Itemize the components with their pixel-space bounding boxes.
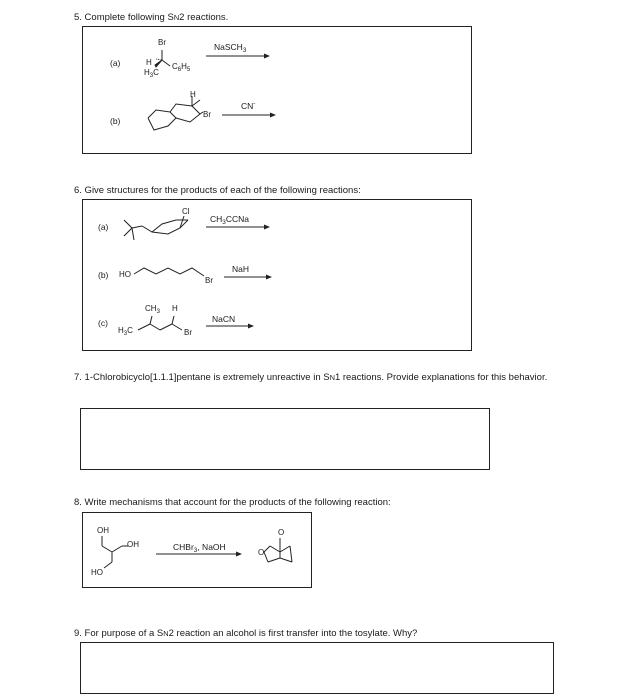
q7-answer-box[interactable] — [80, 408, 490, 470]
q6b-label: (b) — [98, 270, 109, 280]
q6a-label: (a) — [98, 222, 109, 232]
q6c-label: (c) — [98, 318, 108, 328]
q5-title-prefix: 5. Complete following S — [74, 12, 174, 23]
q5a-label: (a) — [110, 58, 121, 68]
q9-answer-box[interactable] — [80, 642, 554, 694]
q5a-h3c-label: $H_3C$ — [144, 68, 159, 79]
q9-text-prefix: 9. For purpose of a S — [74, 628, 164, 639]
q8-arrow — [156, 550, 242, 558]
q7-text-prefix: 7. 1-Chlorobicyclo[1.1.1]pentane is extremely unreactive in S — [74, 372, 330, 383]
q6a-tert-butylcyclohexyl-structure — [118, 214, 198, 244]
q5b-reagent: CN- — [241, 100, 256, 111]
q6-title: 6. Give structures for the products of each of the following reactions: — [74, 185, 361, 196]
q6a-reagent: $CH_3CCNa$ — [210, 214, 249, 226]
q6c-arrow — [206, 322, 254, 330]
q5a-stereocenter-bonds — [150, 44, 180, 74]
q6c-ch3-label: $CH_3$ — [145, 304, 160, 315]
q8-bicyclic-ortho-ester-structure — [254, 530, 298, 570]
q5b-br-label: Br — [203, 110, 211, 119]
q9-text-suffix: 2 reaction an alcohol is first transfer into the tosylate. Why? — [168, 628, 418, 639]
q5a-reagent: NaSCH$_3$ — [214, 42, 247, 54]
q6c-bromobutane-structure — [136, 314, 188, 336]
q8-product-o-label-left: O — [258, 548, 265, 557]
q5b-arrow — [222, 111, 276, 119]
q5b-label: (b) — [110, 116, 121, 126]
q6a-arrow — [206, 223, 270, 231]
q8-triol-structure — [96, 534, 132, 570]
q7-text-sub: N — [329, 373, 335, 382]
q8-oh-label-right: OH — [127, 540, 139, 549]
q5a-c6h5-label: $C_6H_5$ — [172, 62, 191, 73]
q6b-arrow — [224, 273, 272, 281]
q6b-bromoalkanol-chain — [134, 262, 208, 282]
q6b-ho-label: HO — [119, 270, 131, 279]
q5-title-suffix: 2 reactions. — [179, 12, 229, 23]
q5-title — [74, 12, 228, 24]
q6b-br-label: Br — [205, 276, 213, 285]
q6c-br-label: Br — [184, 328, 192, 337]
q8-product-o-label-top: O — [278, 528, 285, 537]
q8-reagent: CHBr$_3$, NaOH — [173, 542, 226, 554]
q8-ho-label: HO — [91, 568, 103, 577]
q9-text-sub: N — [163, 629, 169, 638]
q5a-h-label: H — [146, 58, 152, 67]
q6c-h-label: H — [172, 304, 178, 313]
q5-title-sub: N — [173, 13, 180, 22]
q8-title: 8. Write mechanisms that account for the products of the following reaction: — [74, 497, 391, 508]
q5b-decalin-structure — [140, 96, 210, 136]
q8-oh-label-top: OH — [97, 526, 109, 535]
q6a-cl-label: Cl — [182, 207, 190, 216]
q6b-reagent: NaH — [232, 264, 250, 274]
q5a-br-label: Br — [158, 38, 166, 47]
q6c-h3c-label: $H_3C$ — [118, 326, 133, 337]
q9-question-text — [74, 628, 417, 640]
q6c-reagent: NaCN — [212, 314, 236, 324]
q7-text-suffix: 1 reactions. Provide explanations for this behavior. — [334, 372, 548, 383]
q5a-arrow — [206, 52, 270, 60]
q5b-h-label: H — [190, 90, 196, 99]
q7-question-text — [74, 372, 554, 384]
